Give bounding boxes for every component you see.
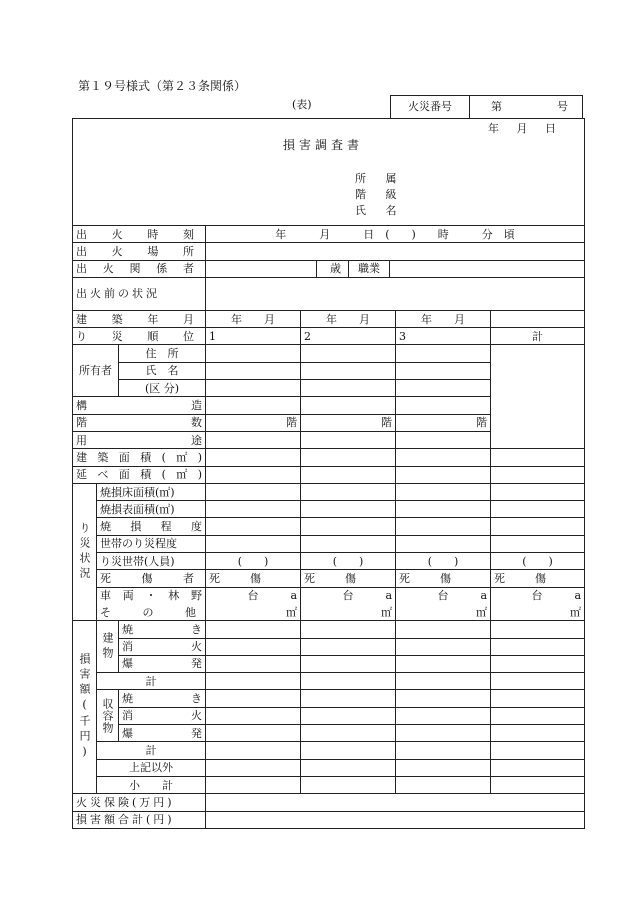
other-than-above-label: 上記以外 (97, 759, 206, 776)
contents-extinguish-2[interactable] (301, 707, 396, 724)
other-than-above-1[interactable] (206, 759, 301, 776)
death-label: 死 (304, 571, 315, 585)
building-subtotal-2[interactable] (301, 673, 396, 690)
building-subtotal-total[interactable] (491, 673, 585, 690)
building-area-3[interactable] (396, 449, 491, 466)
signature-block (355, 171, 405, 219)
fire-insurance-field[interactable] (206, 794, 585, 811)
ha-unit: a (385, 589, 392, 603)
household-damage-label: 世帯のり災程度 (97, 535, 206, 552)
total-floor-area-1[interactable] (206, 466, 301, 483)
structure-label: 構造 (73, 397, 206, 414)
building-area-label: 建築面積(㎡) (73, 449, 206, 466)
damage-amount-label: 損害額(千円) (73, 621, 97, 794)
order-1: 1 (206, 328, 301, 345)
contents-burn-3[interactable] (396, 690, 491, 707)
structure-2[interactable] (301, 397, 396, 414)
front-side-label: (表) (292, 98, 312, 111)
build-year-2[interactable]: 年 月 (301, 310, 396, 327)
death-label: 死 (209, 571, 220, 585)
order-total: 計 (491, 328, 585, 345)
damaged-households-total[interactable]: ( ) (491, 553, 585, 570)
vehicles-3[interactable] (396, 587, 491, 604)
injury-label: 傷 (535, 571, 546, 585)
vehicle-unit: 台 (437, 589, 449, 603)
building-subtotal-label: 計 (97, 673, 206, 690)
building-explosion-label: 爆 発 (119, 655, 206, 672)
death-label: 死 (494, 571, 505, 585)
floors-1[interactable]: 階 (206, 414, 301, 431)
usage-label: 用途 (73, 431, 206, 448)
building-subtotal-3[interactable] (396, 673, 491, 690)
building-burn-3[interactable] (396, 621, 491, 638)
casualties-label: 死傷者 (97, 570, 206, 587)
usage-3[interactable] (396, 431, 491, 448)
contents-explosion-total[interactable] (491, 725, 585, 742)
contents-subtotal-3[interactable] (396, 742, 491, 759)
small-total-3[interactable] (396, 776, 491, 793)
contents-extinguish-3[interactable] (396, 707, 491, 724)
damaged-households-label: り災世帯(人員) (97, 553, 206, 570)
building-explosion-1[interactable] (206, 655, 301, 672)
small-total-2[interactable] (301, 776, 396, 793)
building-explosion-3[interactable] (396, 655, 491, 672)
owner-name-3[interactable] (396, 362, 491, 379)
owner-label: 所有者 (73, 345, 119, 397)
burn-degree-total[interactable] (491, 518, 585, 535)
building-burn-label: 焼 き (119, 621, 206, 638)
outbreak-place-label: 出火場所 (73, 243, 206, 260)
form-title: 第１９号様式（第２３条関係） (78, 79, 247, 93)
building-extinguish-1[interactable] (206, 638, 301, 655)
contents-burn-label: 焼 き (119, 690, 206, 707)
building-area-2[interactable] (301, 449, 396, 466)
contents-subtotal-2[interactable] (301, 742, 396, 759)
fire-number-box (390, 95, 583, 118)
burn-degree-label: 焼損程度 (97, 518, 206, 535)
occupation-label: 職業 (348, 261, 390, 277)
building-area-1[interactable] (206, 449, 301, 466)
owner-category-1[interactable] (206, 380, 301, 397)
floors-label: 階数 (73, 414, 206, 431)
building-burn-1[interactable] (206, 621, 301, 638)
pre-fire-status-field[interactable] (206, 277, 585, 310)
building-burn-2[interactable] (301, 621, 396, 638)
burned-floor-area-3[interactable] (396, 483, 491, 500)
ha-unit: a (480, 589, 487, 603)
total-damage-label: 損害額合計(円) (73, 811, 206, 828)
small-total-label: 小 計 (97, 776, 206, 793)
owner-address-3[interactable] (396, 345, 491, 362)
damaged-households-3[interactable]: ( ) (396, 553, 491, 570)
others-label: その他 (97, 604, 206, 621)
total-damage-field[interactable] (206, 811, 585, 828)
other-than-above-2[interactable] (301, 759, 396, 776)
owner-name-label: 氏 名 (119, 362, 206, 379)
contents-subtotal-label: 計 (97, 742, 206, 759)
fire-insurance-label: 火災保険(万円) (73, 794, 206, 811)
building-label: 建物 (97, 621, 119, 673)
vehicles-label: 車両・林野 (97, 587, 206, 604)
burned-surface-area-1[interactable] (206, 501, 301, 518)
build-year-total (491, 310, 585, 327)
injury-label: 傷 (440, 571, 451, 585)
fire-number-label: 火災番号 (391, 96, 470, 118)
related-person-field[interactable] (206, 260, 585, 277)
contents-subtotal-total[interactable] (491, 742, 585, 759)
burned-surface-area-total[interactable] (491, 501, 585, 518)
vehicles-2[interactable] (301, 587, 396, 604)
outbreak-time-field[interactable]: 年 月 日 ( ) 時 分 頃 (206, 226, 585, 243)
casualties-1[interactable] (206, 570, 301, 587)
building-extinguish-3[interactable] (396, 638, 491, 655)
usage-1[interactable] (206, 431, 301, 448)
building-extinguish-label: 消 火 (119, 638, 206, 655)
damage-survey-table (72, 118, 585, 829)
total-floor-area-2[interactable] (301, 466, 396, 483)
ha-unit: a (290, 589, 297, 603)
burned-surface-area-label: 焼損表面積(㎡) (97, 501, 206, 518)
fire-number-field[interactable] (469, 96, 584, 118)
affiliation-label: 所 属 (355, 172, 405, 185)
burned-surface-area-3[interactable] (396, 501, 491, 518)
casualties-total[interactable] (491, 570, 585, 587)
vehicles-total[interactable] (491, 587, 585, 604)
contents-extinguish-1[interactable] (206, 707, 301, 724)
report-date[interactable]: 年 月 日 (488, 122, 557, 135)
burned-floor-area-total[interactable] (491, 483, 585, 500)
burned-floor-area-label: 焼損床面積(㎡) (97, 483, 206, 500)
report-header (73, 119, 585, 226)
damaged-households-1[interactable]: ( ) (206, 553, 301, 570)
other-than-above-3[interactable] (396, 759, 491, 776)
contents-explosion-label: 爆 発 (119, 725, 206, 742)
related-person-label: 出火関係者 (73, 260, 206, 277)
build-year-1[interactable]: 年 月 (206, 310, 301, 327)
building-subtotal-1[interactable] (206, 673, 301, 690)
building-explosion-total[interactable] (491, 655, 585, 672)
order-3: 3 (396, 328, 491, 345)
total-floor-area-label: 延べ面積(㎡) (73, 466, 206, 483)
contents-extinguish-total[interactable] (491, 707, 585, 724)
owner-category-3[interactable] (396, 380, 491, 397)
vehicle-unit: 台 (247, 589, 259, 603)
burn-degree-1[interactable] (206, 518, 301, 535)
household-damage-3[interactable] (396, 535, 491, 552)
owner-address-1[interactable] (206, 345, 301, 362)
floors-2[interactable]: 階 (301, 414, 396, 431)
building-explosion-2[interactable] (301, 655, 396, 672)
vehicles-1[interactable] (206, 587, 301, 604)
building-area-total[interactable] (491, 449, 585, 466)
owner-name-2[interactable] (301, 362, 396, 379)
contents-burn-2[interactable] (301, 690, 396, 707)
damage-status-label: り災状況 (73, 483, 97, 620)
others-2[interactable]: ㎡ (301, 604, 396, 621)
ha-unit: a (574, 589, 582, 603)
vehicle-unit: 台 (342, 589, 354, 603)
contents-explosion-3[interactable] (396, 725, 491, 742)
total-floor-area-total[interactable] (491, 466, 585, 483)
age-label: 歳 (330, 261, 341, 275)
contents-burn-total[interactable] (491, 690, 585, 707)
small-total-total[interactable] (491, 776, 585, 793)
rank-label: 階 級 (355, 188, 405, 201)
household-damage-2[interactable] (301, 535, 396, 552)
pre-fire-status-label: 出火前の状況 (73, 277, 206, 310)
outbreak-time-label: 出火時刻 (73, 226, 206, 243)
contents-extinguish-label: 消 火 (119, 707, 206, 724)
contents-label: 収容物 (97, 690, 119, 742)
damaged-households-2[interactable]: ( ) (301, 553, 396, 570)
vehicle-unit: 台 (531, 589, 543, 603)
owner-address-2[interactable] (301, 345, 396, 362)
usage-2[interactable] (301, 431, 396, 448)
owner-category-2[interactable] (301, 380, 396, 397)
contents-subtotal-1[interactable] (206, 742, 301, 759)
others-3[interactable]: ㎡ (396, 604, 491, 621)
contents-explosion-1[interactable] (206, 725, 301, 742)
injury-label: 傷 (250, 571, 261, 585)
owner-category-label: (区 分) (119, 380, 206, 397)
casualties-3[interactable] (396, 570, 491, 587)
damage-order-label: り災順位 (73, 328, 206, 345)
build-year-3[interactable]: 年 月 (396, 310, 491, 327)
floors-3[interactable]: 階 (396, 414, 491, 431)
burn-degree-3[interactable] (396, 518, 491, 535)
fire-number-go: 号 (557, 100, 568, 113)
others-total[interactable]: ㎡ (491, 604, 585, 621)
injury-label: 傷 (345, 571, 356, 585)
owner-total-blank (491, 345, 585, 449)
household-damage-1[interactable] (206, 535, 301, 552)
owner-address-label: 住 所 (119, 345, 206, 362)
burned-floor-area-1[interactable] (206, 483, 301, 500)
burned-surface-area-2[interactable] (301, 501, 396, 518)
others-1[interactable]: ㎡ (206, 604, 301, 621)
burned-floor-area-2[interactable] (301, 483, 396, 500)
outbreak-place-field[interactable] (206, 243, 585, 260)
other-than-above-total[interactable] (491, 759, 585, 776)
structure-1[interactable] (206, 397, 301, 414)
order-2: 2 (301, 328, 396, 345)
total-floor-area-3[interactable] (396, 466, 491, 483)
contents-explosion-2[interactable] (301, 725, 396, 742)
casualties-2[interactable] (301, 570, 396, 587)
report-title: 損害調査書 (283, 138, 364, 152)
burn-degree-2[interactable] (301, 518, 396, 535)
death-label: 死 (399, 571, 410, 585)
building-extinguish-2[interactable] (301, 638, 396, 655)
building-burn-total[interactable] (491, 621, 585, 638)
structure-3[interactable] (396, 397, 491, 414)
contents-burn-1[interactable] (206, 690, 301, 707)
build-year-label: 建築年月 (73, 310, 206, 327)
small-total-1[interactable] (206, 776, 301, 793)
name-label: 氏 名 (355, 204, 405, 217)
owner-name-1[interactable] (206, 362, 301, 379)
household-damage-total[interactable] (491, 535, 585, 552)
fire-number-dai: 第 (491, 100, 502, 113)
building-extinguish-total[interactable] (491, 638, 585, 655)
